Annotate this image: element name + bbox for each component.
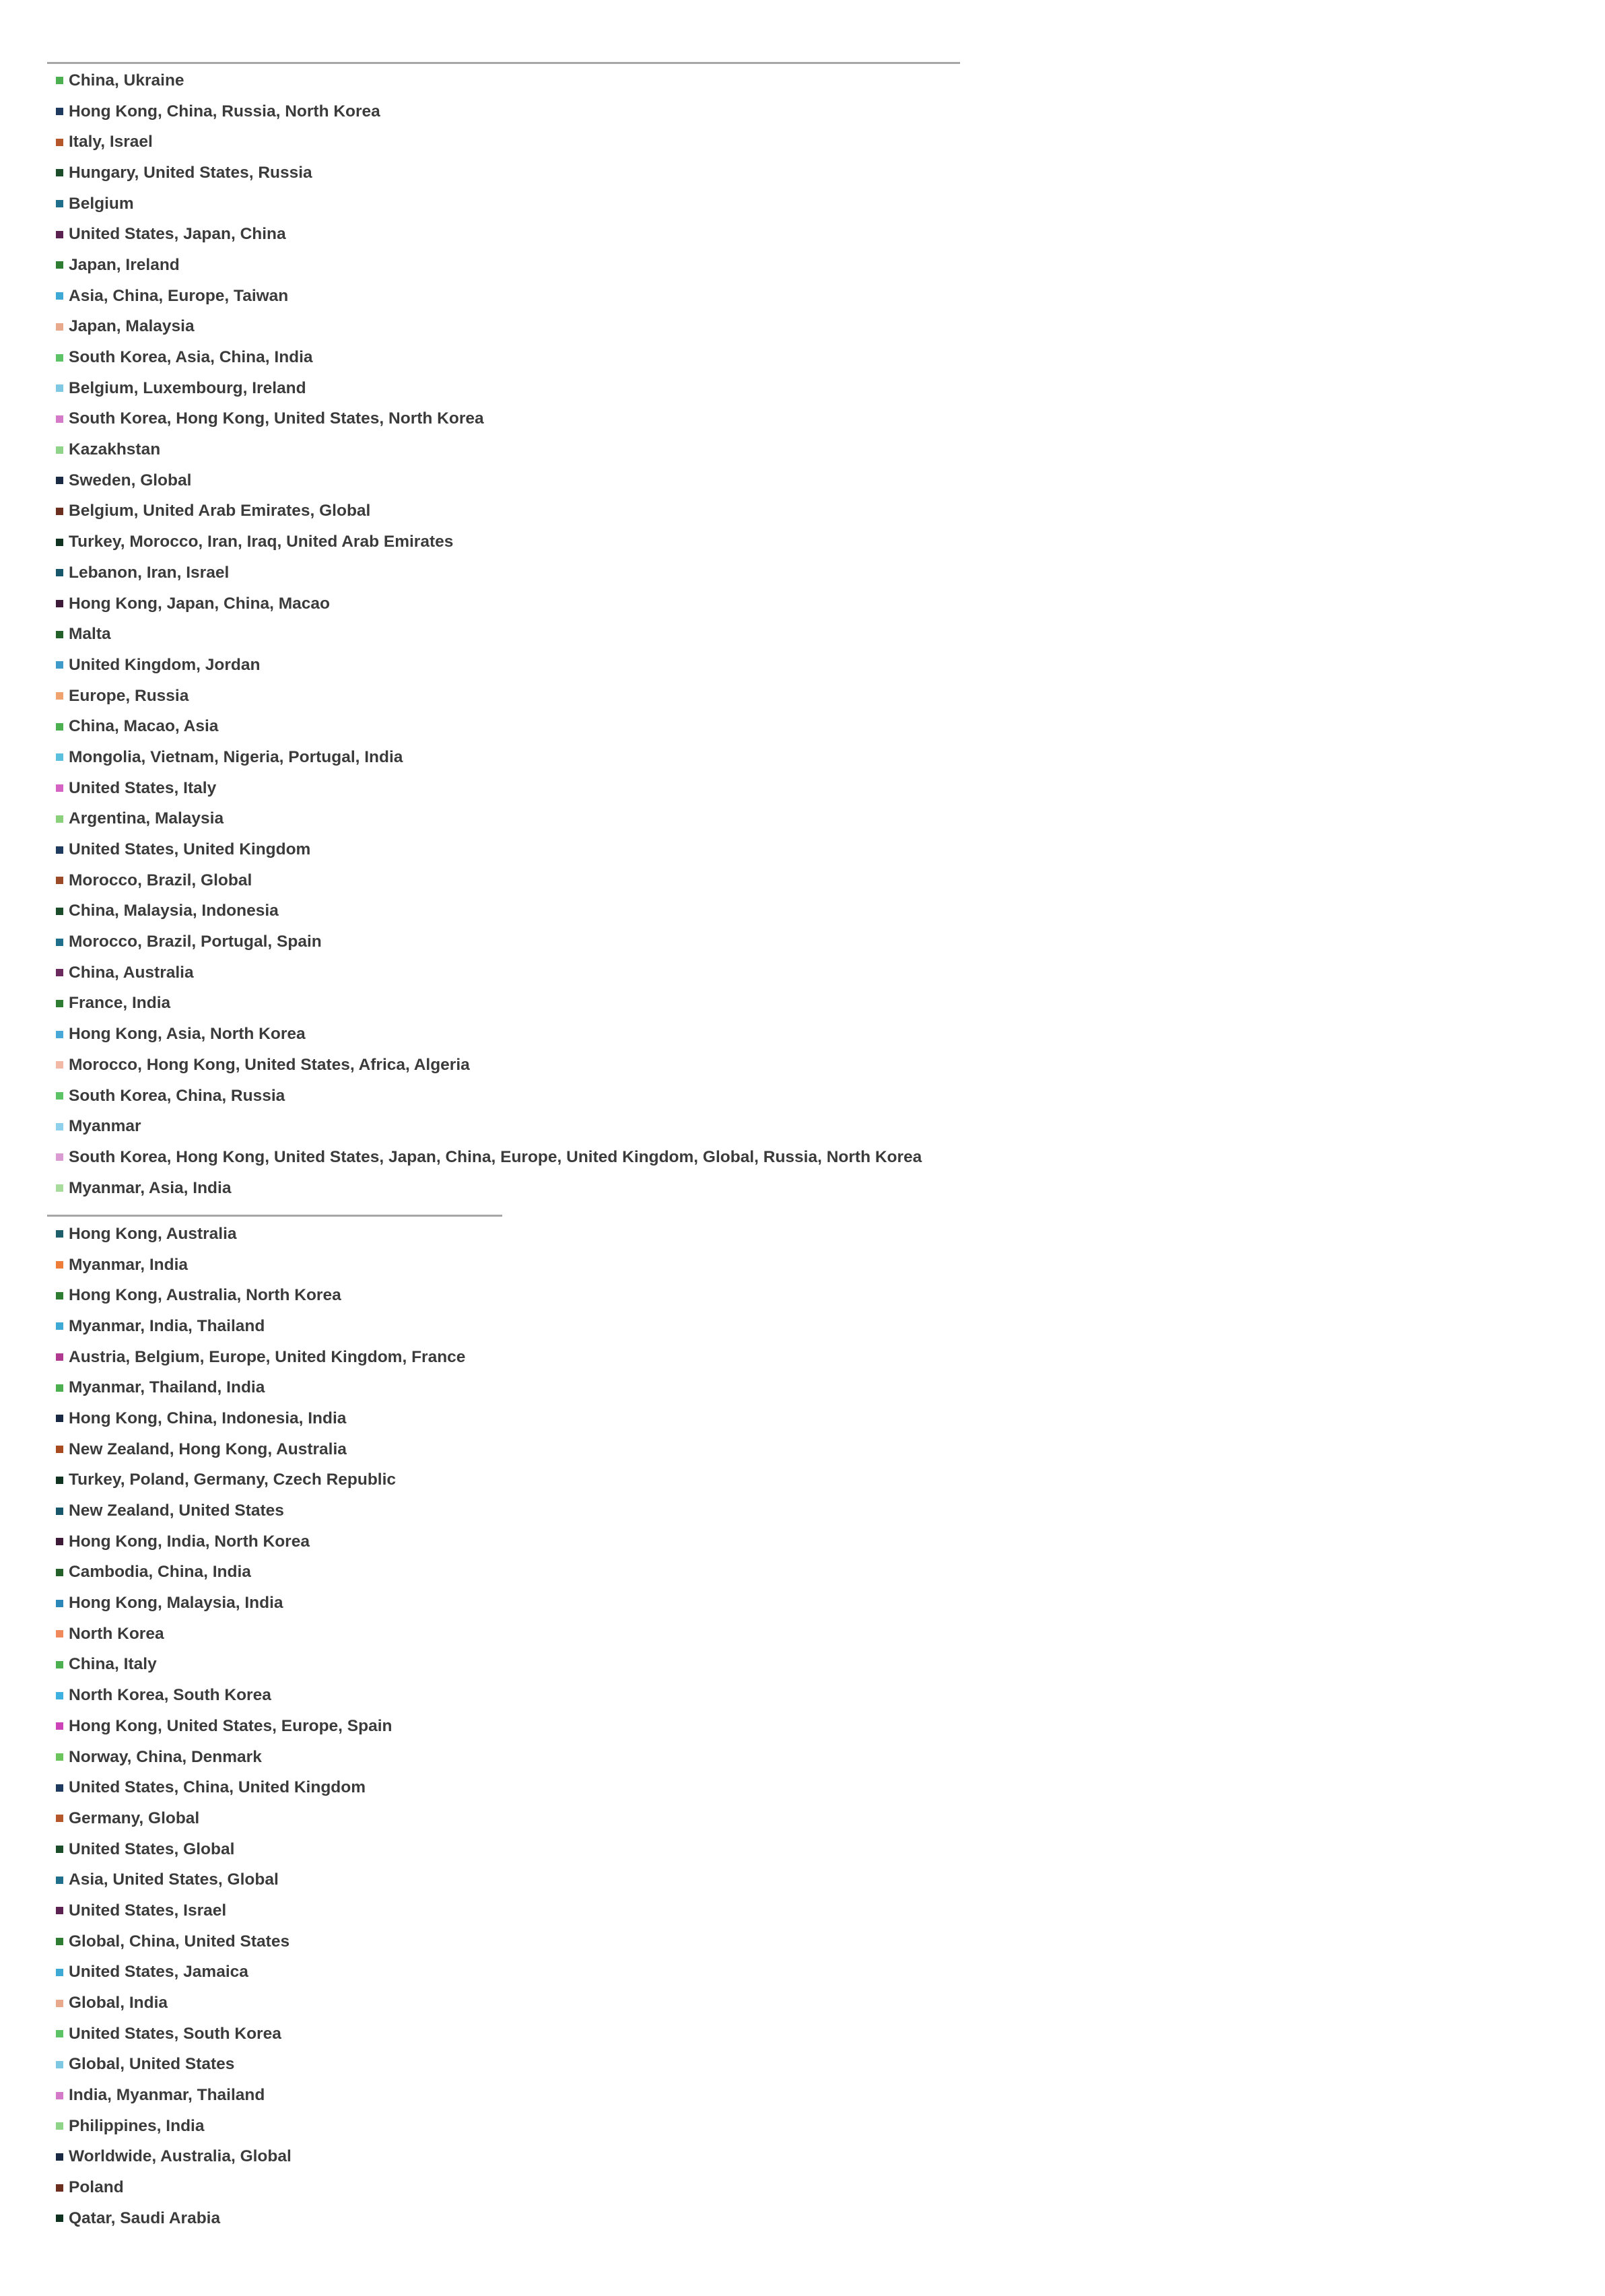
legend-swatch — [56, 1031, 63, 1038]
legend-entry — [47, 588, 960, 619]
legend-swatch — [56, 1661, 63, 1668]
legend-swatch — [56, 2092, 63, 2099]
legend-entry — [47, 1988, 502, 2019]
legend-swatch — [56, 1538, 63, 1545]
legend-label: North Korea — [69, 1624, 164, 1643]
legend-entry — [47, 1280, 502, 1311]
legend-entry — [47, 1173, 960, 1204]
legend-label: Hong Kong, Malaysia, India — [69, 1594, 283, 1613]
legend-swatch — [56, 661, 63, 669]
legend-entry — [47, 1434, 502, 1465]
legend-label: China, Australia — [69, 963, 194, 982]
legend-swatch — [56, 753, 63, 761]
legend-swatch — [56, 2000, 63, 2007]
legend-entry — [47, 1926, 502, 1957]
legend-label: United States, Israel — [69, 1901, 227, 1920]
legend-entry — [47, 988, 960, 1019]
legend-swatch — [56, 784, 63, 792]
legend-swatch — [56, 631, 63, 638]
legend-entry — [47, 2111, 502, 2142]
legend-entry — [47, 1557, 502, 1588]
legend-label: Norway, China, Denmark — [69, 1747, 262, 1766]
legend-entry — [47, 158, 960, 189]
legend-label: Morocco, Brazil, Global — [69, 871, 252, 889]
legend-entry — [47, 619, 960, 650]
legend-list — [47, 1219, 502, 2234]
legend-swatch — [56, 354, 63, 362]
legend-entry — [47, 1111, 960, 1142]
legend-swatch — [56, 1322, 63, 1330]
legend-swatch — [56, 2215, 63, 2222]
legend-swatch — [56, 1230, 63, 1238]
legend-entry — [47, 681, 960, 712]
legend-label: United States, Jamaica — [69, 1963, 248, 1982]
legend-panel-2 — [47, 1215, 502, 2234]
legend-label: Myanmar — [69, 1117, 141, 1136]
legend-swatch — [56, 1722, 63, 1730]
legend-swatch — [56, 2061, 63, 2068]
legend-label: Japan, Ireland — [69, 255, 180, 274]
legend-label: Belgium, United Arab Emirates, Global — [69, 502, 371, 520]
legend-label: Poland — [69, 2178, 124, 2197]
legend-label: Lebanon, Iran, Israel — [69, 563, 230, 582]
legend-swatch — [56, 1508, 63, 1515]
legend-entry — [47, 742, 960, 773]
legend-swatch — [56, 261, 63, 269]
legend-swatch — [56, 1292, 63, 1299]
legend-entry — [47, 957, 960, 988]
legend-label: Global, India — [69, 1994, 168, 2013]
legend-label: New Zealand, United States — [69, 1501, 284, 1520]
legend-entry — [47, 1588, 502, 1619]
legend-swatch — [56, 692, 63, 700]
legend-swatch — [56, 1061, 63, 1069]
legend-entry — [47, 219, 960, 250]
legend-entry — [47, 1142, 960, 1173]
legend-swatch — [56, 1000, 63, 1007]
legend-swatch — [56, 508, 63, 515]
legend-label: Kazakhstan — [69, 440, 161, 459]
legend-entry — [47, 342, 960, 373]
legend-entry — [47, 804, 960, 835]
legend-swatch — [56, 1600, 63, 1607]
legend-entry — [47, 1050, 960, 1081]
legend-label: Worldwide, Australia, Global — [69, 2147, 292, 2166]
legend-entry — [47, 1019, 960, 1050]
legend-entry — [47, 65, 960, 96]
legend-entry — [47, 1650, 502, 1681]
legend-label: Europe, Russia — [69, 686, 189, 705]
legend-label: Myanmar, India — [69, 1255, 189, 1274]
legend-list — [47, 65, 960, 1203]
legend-swatch — [56, 169, 63, 176]
legend-label: Asia, China, Europe, Taiwan — [69, 286, 289, 305]
legend-label: Qatar, Saudi Arabia — [69, 2208, 221, 2227]
legend-swatch — [56, 600, 63, 607]
legend-swatch — [56, 323, 63, 331]
legend-entry — [47, 2019, 502, 2050]
legend-label: China, Ukraine — [69, 71, 184, 90]
legend-swatch — [56, 723, 63, 731]
legend-label: Hong Kong, China, Indonesia, India — [69, 1409, 347, 1427]
legend-label: Belgium, Luxembourg, Ireland — [69, 378, 306, 397]
legend-label: South Korea, Hong Kong, United States, North Korea — [69, 409, 484, 428]
legend-swatch — [56, 1569, 63, 1576]
legend-entry — [47, 773, 960, 804]
legend-swatch — [56, 1123, 63, 1130]
legend-swatch — [56, 1092, 63, 1100]
legend-entry — [47, 558, 960, 588]
legend-entry — [47, 1311, 502, 1342]
legend-entry — [47, 865, 960, 896]
legend-swatch — [56, 1815, 63, 1822]
legend-swatch — [56, 108, 63, 115]
legend-swatch — [56, 1907, 63, 1914]
legend-label: Italy, Israel — [69, 133, 153, 151]
legend-swatch — [56, 384, 63, 392]
legend-label: Sweden, Global — [69, 471, 192, 489]
legend-swatch — [56, 1384, 63, 1392]
legend-label: South Korea, China, Russia — [69, 1086, 285, 1105]
legend-label: Mongolia, Vietnam, Nigeria, Portugal, India — [69, 747, 403, 766]
legend-swatch — [56, 1969, 63, 1976]
legend-swatch — [56, 877, 63, 884]
legend-entry — [47, 2050, 502, 2081]
legend-swatch — [56, 1753, 63, 1761]
legend-label: United Kingdom, Jordan — [69, 655, 261, 674]
legend-entry — [47, 1495, 502, 1526]
legend-entry — [47, 1403, 502, 1434]
legend-label: United States, Japan, China — [69, 225, 286, 244]
legend-entry — [47, 834, 960, 865]
legend-entry — [47, 250, 960, 281]
legend-divider — [47, 1215, 502, 1217]
legend-swatch — [56, 477, 63, 484]
legend-label: Philippines, India — [69, 2116, 205, 2135]
legend-label: Austria, Belgium, Europe, United Kingdom, France — [69, 1347, 466, 1366]
legend-entry — [47, 896, 960, 927]
legend-label: Myanmar, India, Thailand — [69, 1316, 265, 1335]
legend-label: Hong Kong, China, Russia, North Korea — [69, 102, 380, 121]
legend-label: United States, China, United Kingdom — [69, 1778, 366, 1797]
legend-entry — [47, 1465, 502, 1496]
legend-swatch — [56, 846, 63, 854]
legend-label: Hong Kong, Asia, North Korea — [69, 1025, 306, 1044]
legend-swatch — [56, 231, 63, 238]
legend-entry — [47, 1619, 502, 1650]
legend-label: United States, Italy — [69, 778, 217, 797]
legend-entry — [47, 1803, 502, 1834]
legend-entry — [47, 527, 960, 558]
legend-entry — [47, 127, 960, 158]
legend-swatch — [56, 1477, 63, 1484]
legend-entry — [47, 2172, 502, 2203]
legend-swatch — [56, 1846, 63, 1853]
legend-swatch — [56, 1877, 63, 1884]
legend-label: China, Macao, Asia — [69, 717, 219, 736]
legend-entry — [47, 281, 960, 312]
legend-entry — [47, 465, 960, 496]
legend-label: Hong Kong, United States, Europe, Spain — [69, 1716, 392, 1735]
legend-entry — [47, 1526, 502, 1557]
legend-label: North Korea, South Korea — [69, 1686, 271, 1705]
legend-swatch — [56, 1153, 63, 1161]
legend-swatch — [56, 200, 63, 207]
legend-divider — [47, 62, 960, 64]
legend-entry — [47, 650, 960, 681]
legend-label: Argentina, Malaysia — [69, 809, 224, 828]
legend-entry — [47, 404, 960, 435]
legend-entry — [47, 1711, 502, 1742]
legend-swatch — [56, 1446, 63, 1453]
legend-label: Hong Kong, Australia — [69, 1224, 237, 1243]
legend-swatch — [56, 2184, 63, 2192]
legend-entry — [47, 2142, 502, 2173]
legend-swatch — [56, 569, 63, 576]
legend-label: Asia, United States, Global — [69, 1870, 279, 1889]
legend-swatch — [56, 77, 63, 84]
legend-swatch — [56, 1261, 63, 1269]
legend-label: South Korea, Hong Kong, United States, Japan, China, Europe, United Kingdom, Global, Russia, North Korea — [69, 1147, 922, 1166]
legend-swatch — [56, 1630, 63, 1637]
legend-label: Belgium — [69, 194, 134, 213]
legend-swatch — [56, 969, 63, 976]
legend-swatch — [56, 446, 63, 454]
legend-entry — [47, 1342, 502, 1373]
legend-entry — [47, 1834, 502, 1865]
legend-entry — [47, 1742, 502, 1773]
legend-label: Hong Kong, India, North Korea — [69, 1532, 310, 1551]
legend-swatch — [56, 415, 63, 423]
legend-swatch — [56, 1938, 63, 1945]
legend-swatch — [56, 1692, 63, 1699]
legend-label: Hungary, United States, Russia — [69, 163, 312, 182]
legend-entry — [47, 96, 960, 127]
legend-label: South Korea, Asia, China, India — [69, 348, 313, 367]
legend-swatch — [56, 939, 63, 946]
legend-swatch — [56, 2122, 63, 2130]
legend-entry — [47, 926, 960, 957]
legend-entry — [47, 496, 960, 527]
legend-label: United States, South Korea — [69, 2024, 281, 2043]
legend-entry — [47, 2203, 502, 2234]
legend-label: Myanmar, Asia, India — [69, 1178, 232, 1197]
legend-swatch — [56, 2030, 63, 2037]
legend-label: Germany, Global — [69, 1809, 200, 1827]
legend-label: Morocco, Brazil, Portugal, Spain — [69, 933, 322, 951]
legend-swatch — [56, 1784, 63, 1792]
legend-entry — [47, 1219, 502, 1250]
legend-entry — [47, 711, 960, 742]
legend-label: Japan, Malaysia — [69, 317, 195, 336]
legend-label: France, India — [69, 994, 171, 1013]
legend-label: Malta — [69, 625, 111, 644]
legend-label: Hong Kong, Japan, China, Macao — [69, 594, 330, 613]
legend-swatch — [56, 1184, 63, 1192]
legend-label: Global, United States — [69, 2055, 235, 2074]
legend-entry — [47, 1081, 960, 1112]
legend-label: Global, China, United States — [69, 1932, 290, 1951]
legend-swatch — [56, 1415, 63, 1422]
legend-entry — [47, 1680, 502, 1711]
legend-label: China, Malaysia, Indonesia — [69, 902, 279, 920]
legend-entry — [47, 1772, 502, 1803]
legend-label: Myanmar, Thailand, India — [69, 1378, 265, 1397]
legend-label: India, Myanmar, Thailand — [69, 2086, 265, 2105]
legend-entry — [47, 189, 960, 220]
legend-entry — [47, 312, 960, 343]
legend-swatch — [56, 908, 63, 915]
legend-swatch — [56, 539, 63, 546]
legend-label: United States, Global — [69, 1839, 235, 1858]
legend-swatch — [56, 815, 63, 823]
legend-entry — [47, 434, 960, 465]
legend-panel-1 — [47, 62, 960, 1203]
legend-label: Cambodia, China, India — [69, 1563, 251, 1582]
legend-label: Morocco, Hong Kong, United States, Africa, Algeria — [69, 1055, 470, 1074]
legend-swatch — [56, 1353, 63, 1361]
legend-label: China, Italy — [69, 1655, 157, 1674]
legend-label: Hong Kong, Australia, North Korea — [69, 1286, 341, 1305]
legend-entry — [47, 1250, 502, 1281]
legend-swatch — [56, 139, 63, 146]
legend-entry — [47, 1864, 502, 1895]
legend-swatch — [56, 2153, 63, 2161]
legend-label: United States, United Kingdom — [69, 840, 311, 859]
legend-entry — [47, 1372, 502, 1403]
legend-entry — [47, 1957, 502, 1988]
legend-entry — [47, 1895, 502, 1926]
legend-label: Turkey, Morocco, Iran, Iraq, United Arab Emirates — [69, 533, 454, 551]
legend-label: New Zealand, Hong Kong, Australia — [69, 1440, 347, 1458]
legend-label: Turkey, Poland, Germany, Czech Republic — [69, 1471, 397, 1489]
legend-swatch — [56, 292, 63, 300]
legend-entry — [47, 373, 960, 404]
legend-entry — [47, 2080, 502, 2111]
